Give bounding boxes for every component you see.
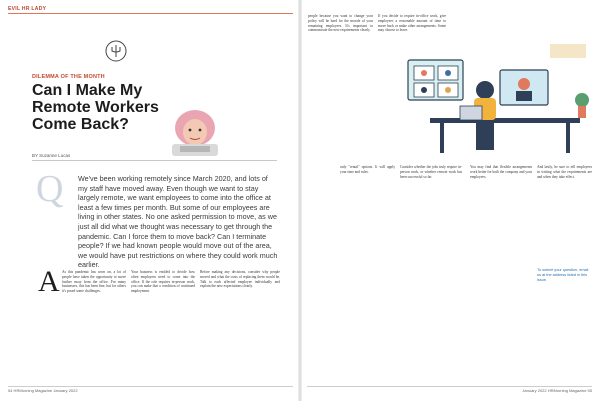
remote-worker-illustration-icon	[390, 40, 595, 158]
right-column-2: If you decide to require in-office work, give employees a reasonable amount of time to move back or make other arrangements. Some may choose to leave.	[378, 14, 446, 33]
answer-column-2: Your business is entitled to decide how often employees need to come into the office. If the role requires in-person work, you can make that a condition of continued employment.	[131, 270, 195, 294]
question-text: We've been working remotely since March 2020, and lots of my staff have moved away. Even though we want to stay largely remote, we want employees to come into the office at least a few times per month. But some of our employees are living in other states. No one asked permission to move, as we just all did what we thought was necessary to get through the pandemic. Can I force them to move back? Can I terminate people? If we had known people would move out of the area, we would have put restrictions on where they could work much earlier.	[78, 174, 278, 270]
answer-column-3: Before making any decisions, consider why people moved and what the costs of replacing them would be. Talk to each affected employee individually and explain the new expectations clearly.	[200, 270, 280, 289]
question-letter: Q	[36, 168, 64, 210]
section-tag: EVIL HR LADY	[8, 6, 47, 12]
right-column-4: You may find that flexible arrangements work better for both the company and your employees.	[470, 165, 532, 179]
answer-column-1: As this pandemic has worn on, a lot of people have taken the opportunity to move further away from the office. For many businesses, this has been fine, but for others it's posed some challenges.	[62, 270, 126, 294]
kicker: DILEMMA OF THE MONTH	[32, 74, 105, 80]
page-gutter	[298, 0, 302, 401]
answer-letter: A	[38, 265, 60, 298]
trident-emblem-icon	[105, 40, 127, 62]
right-column-0: only "rental" options. It will apply your time and rules.	[340, 165, 395, 174]
footer-rule-right	[307, 386, 592, 387]
illustration-icon	[150, 100, 240, 160]
right-column-1: people because you want to change your policy will be hard for the morale of your remaining employees. It's important to communicate the new requirements clearly.	[308, 14, 373, 33]
footer-left: 54 HRMorning Magazine January 2022	[8, 388, 78, 393]
byline-rule	[32, 160, 277, 161]
right-column-3: Consider whether the jobs truly require in-person work, or whether remote work has been successful so far.	[400, 165, 462, 179]
right-column-5: And lastly, be sure to tell employees in writing what the requirements are and when they take effect.	[537, 165, 592, 179]
footer-right: January 2022 HRMorning Magazine 55	[522, 388, 592, 393]
section-rule	[8, 13, 293, 14]
callout-box: To submit your question, email us at the address listed in this issue.	[537, 268, 589, 282]
byline: BY Suzanne Lucas	[32, 153, 71, 158]
headline: Can I Make My Remote Workers Come Back?	[32, 82, 159, 133]
footer-rule-left	[8, 386, 293, 387]
